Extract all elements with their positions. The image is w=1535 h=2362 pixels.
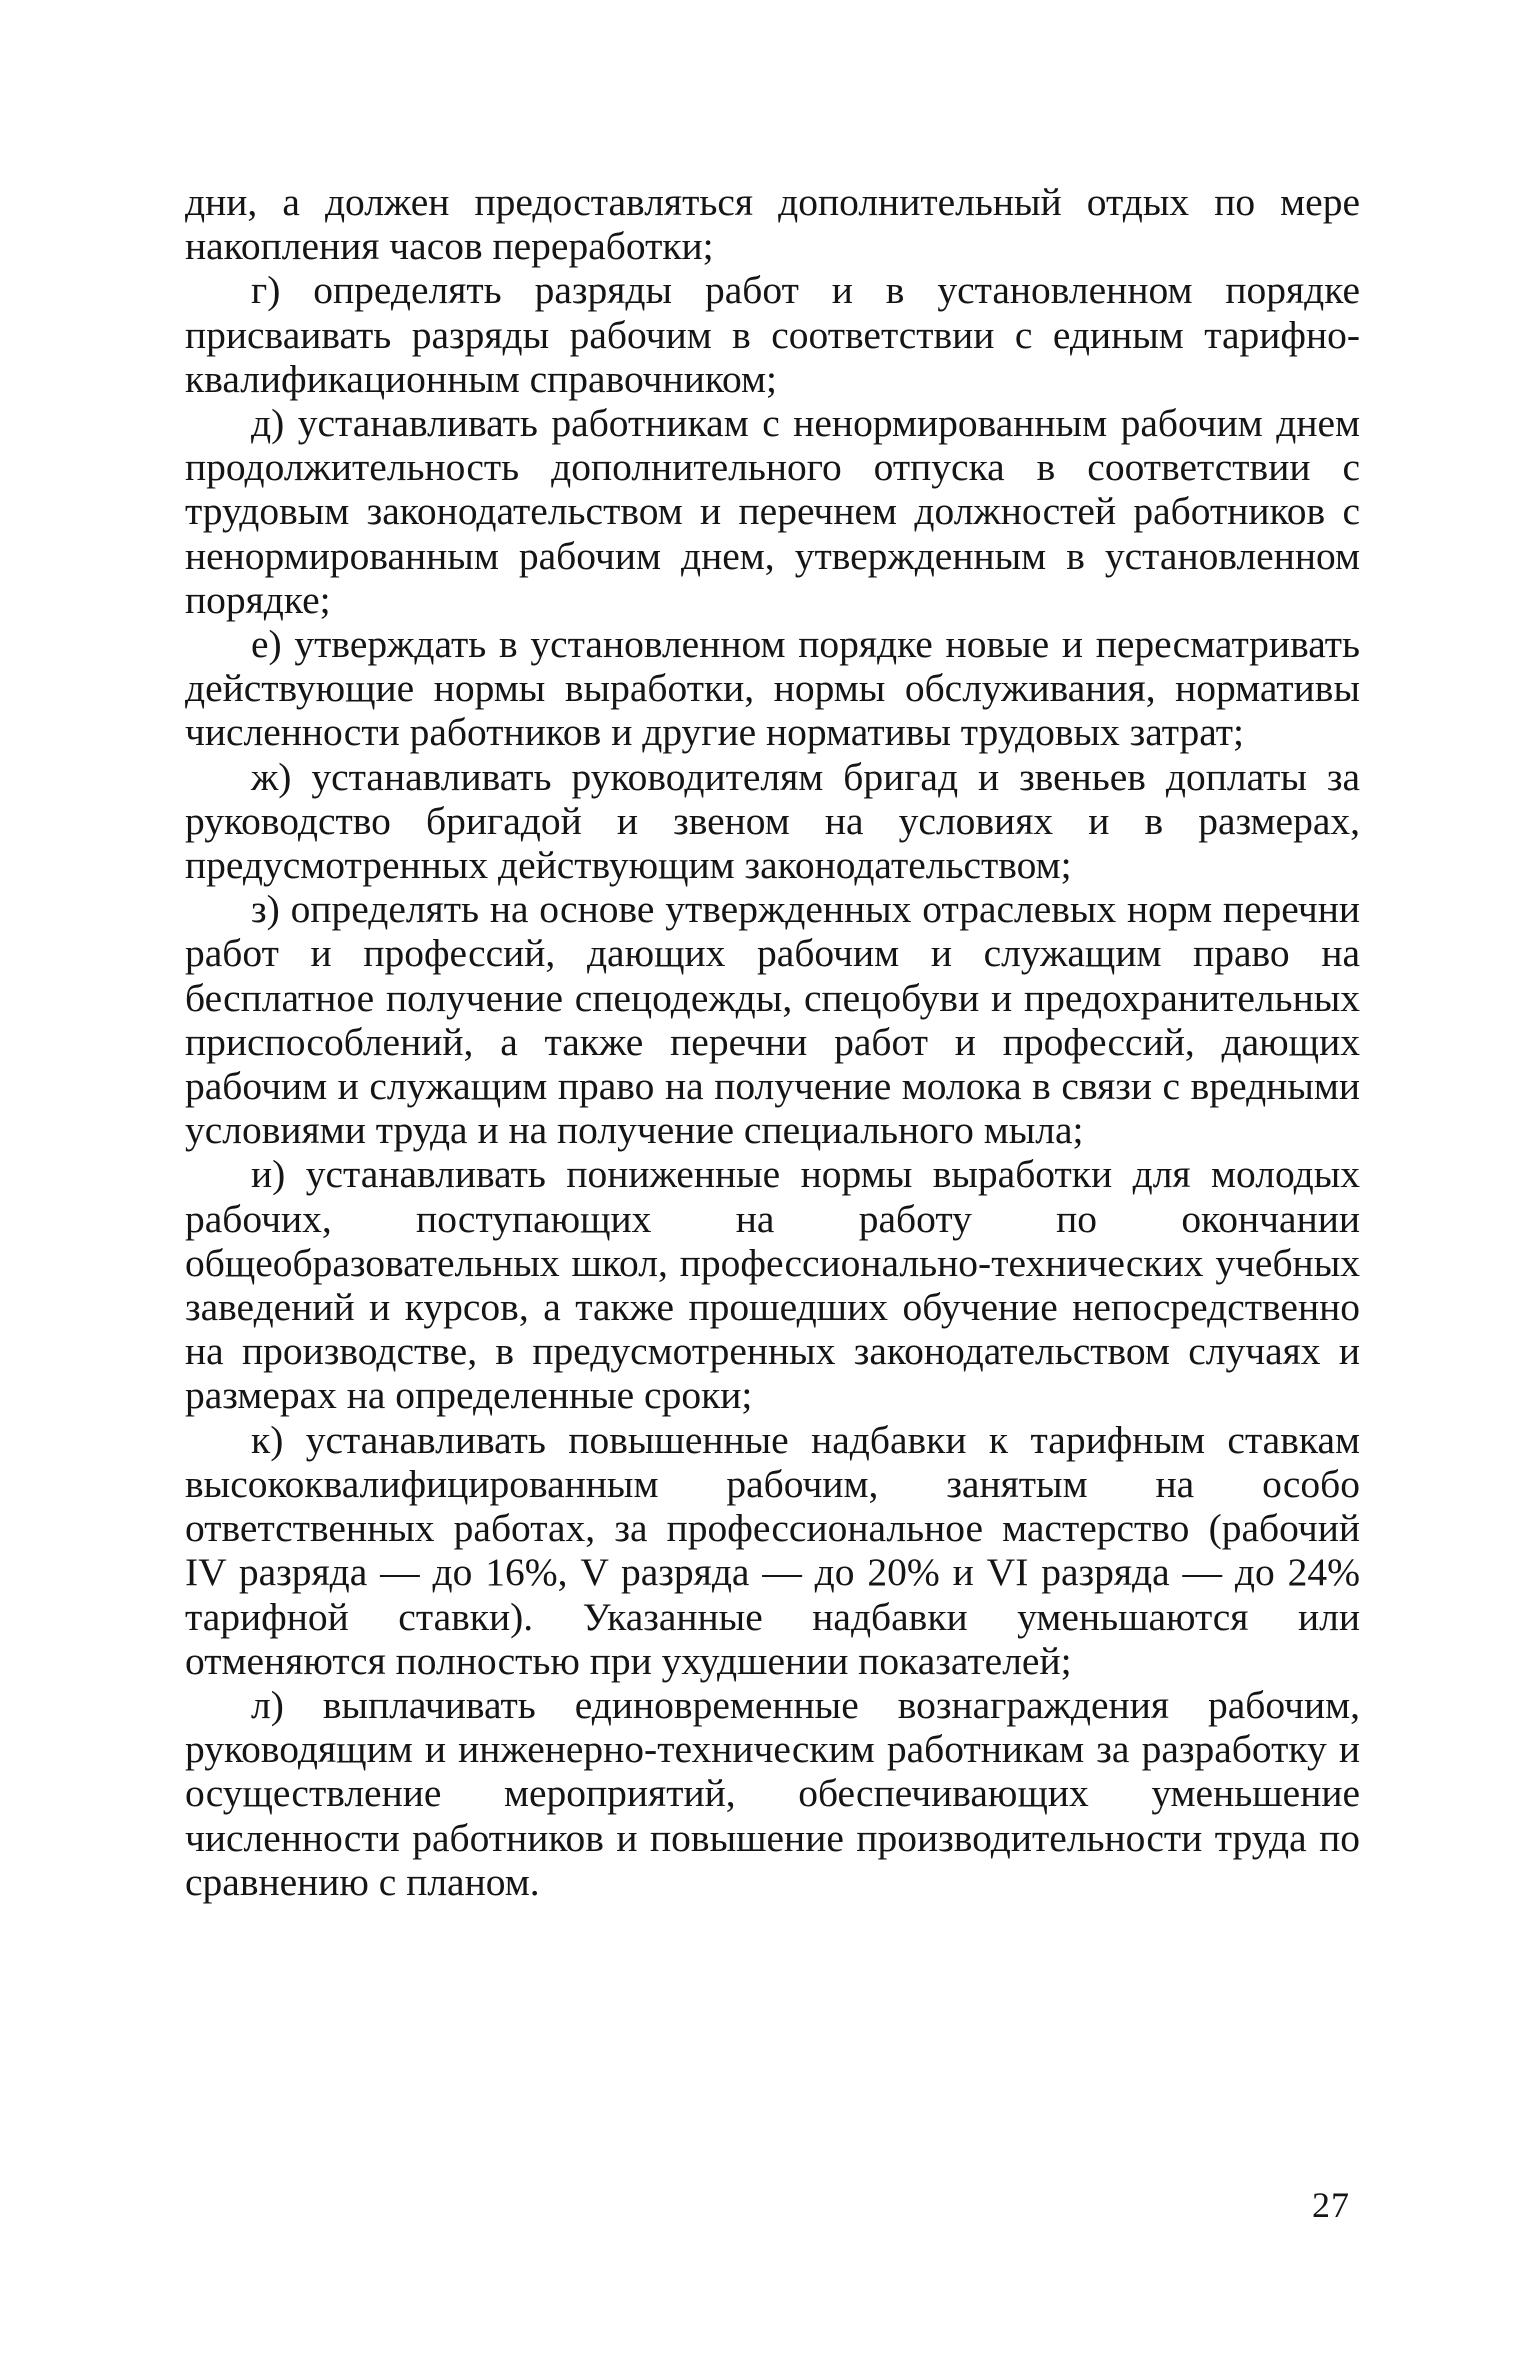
paragraph-item-z: з) определять на основе утвержденных отраслевых норм перечни работ и профессий, дающих рабочим и служащим право на бесплатное получение спецодежды, спецобуви и предохранительных приспособлений, а также перечни работ и профессий, дающих рабочим и служащим право на получение молока в связи с вредными условиями труда и на получение специального мыла; bbox=[185, 887, 1360, 1153]
paragraph-item-zh: ж) устанавливать руководителям бригад и звеньев доплаты за руководство бригадой и звеном на условиях и в размерах, предусмотренных действующим законодательством; bbox=[185, 754, 1360, 888]
paragraph-item-d: д) устанавливать работникам с ненормированным рабочим днем продолжительность дополнительного отпуска в соответствии с трудовым законодательством и перечнем должностей работников с ненормированным рабочим днем, утвержденным в установленном порядке; bbox=[185, 401, 1360, 622]
paragraph-item-e: е) утверждать в установленном порядке новые и пересматривать действующие нормы выработки, нормы обслуживания, нормативы численности работников и другие нормативы трудовых затрат; bbox=[185, 622, 1360, 755]
paragraph-item-g: г) определять разряды работ и в установленном порядке присваивать разряды рабочим в соответствии с единым тарифно-квалификационным справочником; bbox=[185, 268, 1360, 401]
paragraph-continuation: дни, а должен предоставляться дополнительный отдых по мере накопления часов переработки; bbox=[185, 180, 1360, 269]
paragraph-item-k: к) устанавливать повышенные надбавки к тарифным ставкам высококвалифицированным рабочим, занятым на особо ответственных работах, за профессиональное мастерство (рабочий IV разряда — до 16%, V разряда — до 20% и VI разряда — до 24% тарифной ставки). Указанные надбавки уменьшаются или отменяются полностью при ухудшении показателей; bbox=[185, 1417, 1360, 1683]
page-body bbox=[185, 180, 1360, 1904]
paragraph-item-l: л) выплачивать единовременные вознаграждения рабочим, руководящим и инженерно-техническим работникам за разработку и осуществление мероприятий, обеспечивающих уменьшение численности работников и повышение производительности труда по сравнению с планом. bbox=[185, 1682, 1360, 1904]
paragraph-item-i: и) устанавливать пониженные нормы выработки для молодых рабочих, поступающих на работу по окончании общеобразовательных школ, профессионально-технических учебных заведений и курсов, а также прошедших обучение непосредственно на производстве, в предусмотренных законодательством случаях и размерах на определенные сроки; bbox=[185, 1152, 1360, 1418]
page-number: 27 bbox=[1312, 2185, 1350, 2225]
